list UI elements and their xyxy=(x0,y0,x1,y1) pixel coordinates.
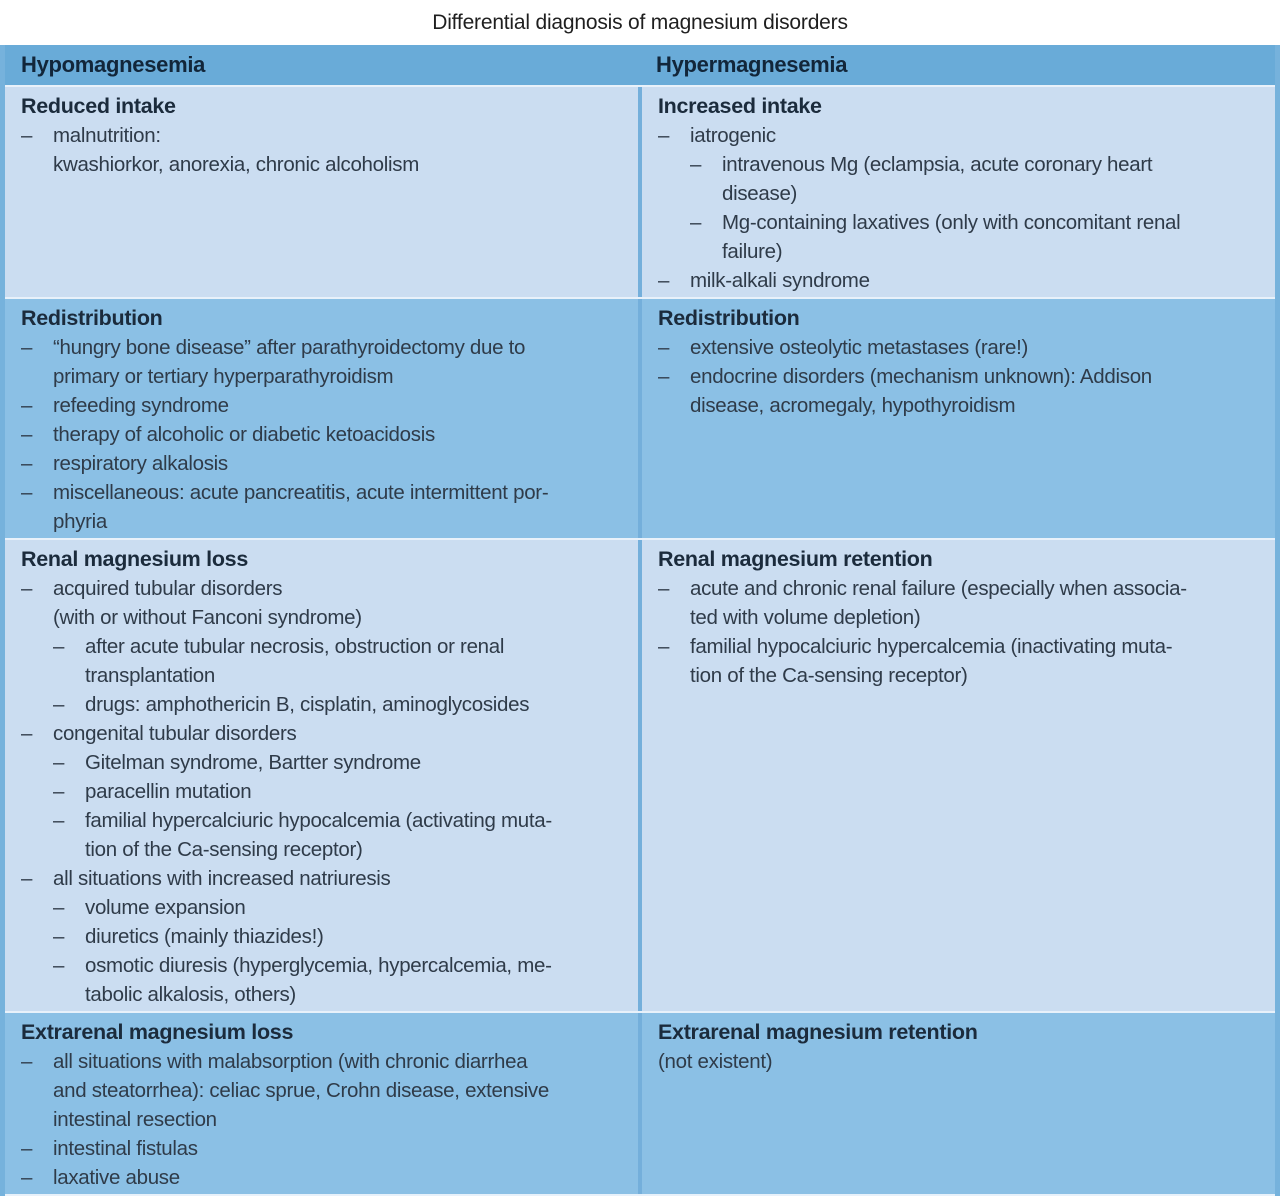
table-cell-hypermagnesemia xyxy=(642,540,1275,1011)
list-item-text: acute and chronic renal failure (especially when associa- ted with volume depletion) xyxy=(690,577,1187,629)
list-item xyxy=(53,951,618,1009)
section-heading: Increased intake xyxy=(658,94,822,118)
dash-bullet-icon: – xyxy=(658,336,670,359)
dash-bullet-icon: – xyxy=(21,124,33,147)
dash-bullet-icon: – xyxy=(21,867,33,890)
list-item-text: familial hypocalciuric hypercalcemia (inactivating muta- tion of the Ca-sensing receptor) xyxy=(690,635,1173,687)
column-header-hypomagnesemia: Hypomagnesemia xyxy=(21,52,206,77)
list-item xyxy=(21,1163,618,1192)
table-cell-hypermagnesemia xyxy=(642,87,1275,297)
list-item xyxy=(658,1047,1255,1076)
list-item-text: milk-alkali syndrome xyxy=(690,269,870,292)
dash-bullet-icon: – xyxy=(53,635,65,658)
list-item xyxy=(53,893,618,922)
table-header-row xyxy=(5,45,1275,85)
list-item xyxy=(658,632,1255,690)
list-item-text: respiratory alkalosis xyxy=(53,452,228,475)
list-item-text: osmotic diuresis (hyperglycemia, hypercalcemia, me- tabolic alkalosis, others) xyxy=(85,954,552,1006)
list-item-text: therapy of alcoholic or diabetic ketoacidosis xyxy=(53,423,435,446)
list-item xyxy=(53,748,618,777)
list-item xyxy=(53,632,618,690)
dash-bullet-icon: – xyxy=(21,423,33,446)
table-cell-hypermagnesemia xyxy=(642,299,1275,538)
dash-bullet-icon: – xyxy=(53,896,65,919)
section-heading: Reduced intake xyxy=(21,94,176,118)
list-item-text: congenital tubular disorders xyxy=(53,722,297,745)
dash-bullet-icon: – xyxy=(658,635,670,658)
table-row xyxy=(5,1011,1275,1194)
list-item-text: extensive osteolytic metastases (rare!) xyxy=(690,336,1029,359)
list-item xyxy=(21,121,618,179)
list-item xyxy=(658,333,1255,362)
list-item-text: all situations with malabsorption (with chronic diarrhea and steatorrhea): celiac sprue, Crohn disease, extensive intestinal resection xyxy=(53,1050,549,1131)
table-row xyxy=(5,538,1275,1011)
table-cell-hypomagnesemia xyxy=(5,299,642,538)
table-body xyxy=(5,85,1275,1194)
section-heading: Redistribution xyxy=(21,306,163,330)
list-item-text: acquired tubular disorders (with or without Fanconi syndrome) xyxy=(53,577,362,629)
list-item-text: iatrogenic xyxy=(690,124,776,147)
list-item xyxy=(21,478,618,536)
list-item-text: volume expansion xyxy=(85,896,246,919)
list-item-text: Gitelman syndrome, Bartter syndrome xyxy=(85,751,421,774)
list-item-text: intravenous Mg (eclampsia, acute coronary heart disease) xyxy=(722,153,1153,205)
dash-bullet-icon: – xyxy=(53,809,65,832)
list-item-text: all situations with increased natriuresis xyxy=(53,867,391,890)
dash-bullet-icon: – xyxy=(53,751,65,774)
section-heading: Extrarenal magnesium retention xyxy=(658,1020,978,1044)
list-item-text: after acute tubular necrosis, obstruction or renal transplantation xyxy=(85,635,505,687)
table-row xyxy=(5,297,1275,538)
dash-bullet-icon: – xyxy=(21,722,33,745)
list-item xyxy=(21,449,618,478)
list-item xyxy=(690,150,1255,208)
list-item xyxy=(21,719,618,748)
list-item-text: diuretics (mainly thiazides!) xyxy=(85,925,324,948)
dash-bullet-icon: – xyxy=(53,780,65,803)
list-item-text: paracellin mutation xyxy=(85,780,252,803)
table-row xyxy=(5,85,1275,297)
list-item-text: “hungry bone disease” after parathyroidectomy due to primary or tertiary hyperparathyroidism xyxy=(53,336,526,388)
list-item xyxy=(53,690,618,719)
section-heading: Renal magnesium loss xyxy=(21,547,248,571)
list-item xyxy=(21,1047,618,1134)
dash-bullet-icon: – xyxy=(658,365,670,388)
dash-bullet-icon: – xyxy=(53,925,65,948)
dash-bullet-icon: – xyxy=(21,336,33,359)
page-title: Differential diagnosis of magnesium disorders xyxy=(432,10,848,34)
list-item-text: laxative abuse xyxy=(53,1166,180,1189)
dash-bullet-icon: – xyxy=(21,577,33,600)
list-item xyxy=(53,777,618,806)
list-item-text: drugs: amphothericin B, cisplatin, aminoglycosides xyxy=(85,693,530,716)
list-item xyxy=(21,420,618,449)
dash-bullet-icon: – xyxy=(658,577,670,600)
list-item xyxy=(21,333,618,391)
dash-bullet-icon: – xyxy=(53,954,65,977)
dash-bullet-icon: – xyxy=(21,452,33,475)
table-cell-hypomagnesemia xyxy=(5,87,642,297)
diagnosis-table xyxy=(0,45,1280,1196)
dash-bullet-icon: – xyxy=(53,693,65,716)
dash-bullet-icon: – xyxy=(21,1137,33,1160)
list-item xyxy=(21,1134,618,1163)
list-item-text: endocrine disorders (mechanism unknown): Addison disease, acromegaly, hypothyroidism xyxy=(690,365,1152,417)
list-item-text: familial hypercalciuric hypocalcemia (activating muta- tion of the Ca-sensing receptor) xyxy=(85,809,552,861)
dash-bullet-icon: – xyxy=(21,394,33,417)
list-item xyxy=(21,391,618,420)
table-cell-hypomagnesemia xyxy=(5,540,642,1011)
table-cell-hypomagnesemia xyxy=(5,1013,642,1194)
list-item xyxy=(658,121,1255,150)
dash-bullet-icon: – xyxy=(21,1050,33,1073)
list-item-text: intestinal fistulas xyxy=(53,1137,198,1160)
dash-bullet-icon: – xyxy=(658,124,670,147)
section-heading: Renal magnesium retention xyxy=(658,547,933,571)
list-item xyxy=(53,806,618,864)
list-item xyxy=(690,208,1255,266)
section-heading: Extrarenal magnesium loss xyxy=(21,1020,294,1044)
list-item xyxy=(658,266,1255,295)
dash-bullet-icon: – xyxy=(21,481,33,504)
list-item-text: malnutrition: kwashiorkor, anorexia, chronic alcoholism xyxy=(53,124,419,176)
list-item xyxy=(53,922,618,951)
dash-bullet-icon: – xyxy=(690,153,702,176)
column-header-hypermagnesemia: Hypermagnesemia xyxy=(656,52,848,77)
dash-bullet-icon: – xyxy=(690,211,702,234)
dash-bullet-icon: – xyxy=(658,269,670,292)
table-cell-hypermagnesemia xyxy=(642,1013,1275,1194)
dash-bullet-icon: – xyxy=(21,1166,33,1189)
list-item-text: (not existent) xyxy=(658,1050,773,1073)
list-item xyxy=(658,574,1255,632)
list-item xyxy=(658,362,1255,420)
list-item-text: miscellaneous: acute pancreatitis, acute intermittent por- phyria xyxy=(53,481,549,533)
list-item-text: Mg-containing laxatives (only with concomitant renal failure) xyxy=(722,211,1181,263)
list-item-text: refeeding syndrome xyxy=(53,394,229,417)
list-item xyxy=(21,864,618,893)
section-heading: Redistribution xyxy=(658,306,800,330)
list-item xyxy=(21,574,618,632)
